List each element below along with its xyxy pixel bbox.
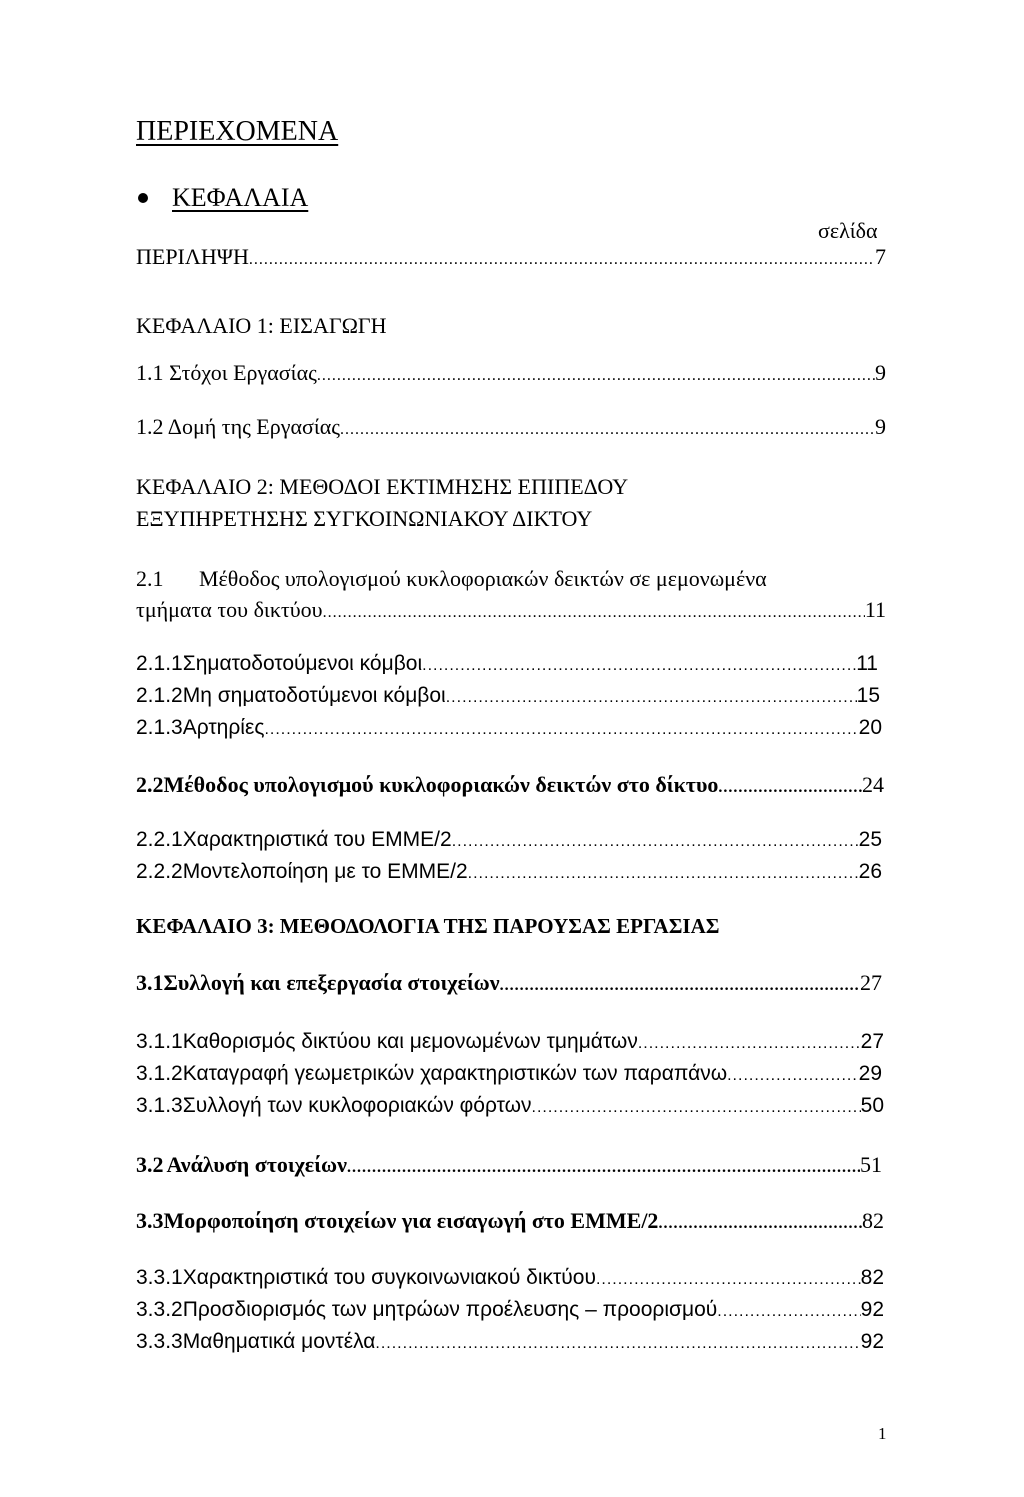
dot-leader <box>375 1335 860 1353</box>
toc-page-number: 92 <box>860 1298 884 1321</box>
toc-entry-number: 2.1.1 <box>136 652 183 675</box>
toc-page-number: 51 <box>860 1152 882 1177</box>
toc-entry-text: Συλλογή και επεξεργασία στοιχείων <box>163 970 500 995</box>
toc-entry-text: Αρτηρίες <box>182 716 265 739</box>
dot-leader <box>264 721 858 739</box>
toc-entry-number: 3.2 <box>136 1152 164 1177</box>
toc-entry-3-2[interactable] <box>136 1152 882 1178</box>
toc-entry-number: 1.2 <box>136 414 164 439</box>
toc-entry-2-1-2[interactable] <box>136 684 880 708</box>
toc-entry-number: 3.3.3 <box>136 1330 183 1353</box>
toc-entry-number: 2.1.2 <box>136 684 183 707</box>
dot-leader <box>468 865 859 883</box>
toc-entry-3-1-2[interactable] <box>136 1062 882 1086</box>
toc-entry-number: 2.1 <box>136 566 164 591</box>
page-column-label: σελίδα <box>818 218 878 243</box>
toc-page-number: 92 <box>860 1330 884 1353</box>
dot-leader <box>727 1067 859 1085</box>
toc-entry-3-3-3[interactable] <box>136 1330 884 1354</box>
toc-entry-text: Χαρακτηριστικά του συγκοινωνιακού δικτύου <box>182 1266 596 1289</box>
dot-leader <box>500 977 860 995</box>
toc-entry-number: 2.2.2 <box>136 860 183 883</box>
chapter-heading-2-line1[interactable]: ΚΕΦΑΛΑΙΟ 2: ΜΕΘΟΔΟΙ ΕΚΤΙΜΗΣΗΣ ΕΠΙΠΕΔΟΥ <box>136 474 629 499</box>
toc-entry-number: 3.1 <box>136 970 164 995</box>
toc-page-number: 11 <box>856 652 878 675</box>
toc-entry-2-2-2[interactable] <box>136 860 882 884</box>
toc-entry-3-1-3[interactable] <box>136 1094 884 1118</box>
toc-entry-text: Ανάλυση στοιχείων <box>166 1152 347 1177</box>
toc-page-number: 27 <box>860 1030 884 1053</box>
chapter-heading-3[interactable]: ΚΕΦΑΛΑΙΟ 3: ΜΕΘΟΔΟΛΟΓΙΑ ΤΗΣ ΠΑΡΟΥΣΑΣ ΕΡΓΑΣΙΑΣ <box>136 914 720 938</box>
toc-entry-2-1-line1[interactable] <box>136 566 767 592</box>
toc-entry-3-3[interactable] <box>136 1208 884 1234</box>
dot-leader <box>718 779 862 797</box>
page-title: ΠΕΡΙΕΧΟΜΕΝΑ <box>136 116 339 147</box>
toc-entry-text: Στόχοι Εργασίας <box>169 360 317 385</box>
toc-entry-3-1[interactable] <box>136 970 882 996</box>
toc-page-number: 20 <box>858 716 882 739</box>
toc-page-number: 82 <box>862 1208 884 1233</box>
toc-entry-text: τμήματα του δικτύου <box>136 597 323 622</box>
toc-entry-1-2[interactable] <box>136 414 886 440</box>
toc-entry-number: 2.2.1 <box>136 828 183 851</box>
dot-leader <box>422 657 856 675</box>
toc-entry-number: 3.1.3 <box>136 1094 183 1117</box>
section-heading: ΚΕΦΑΛΑΙΑ <box>172 183 309 212</box>
dot-leader <box>638 1035 861 1053</box>
toc-entry-number: 2.1.3 <box>136 716 183 739</box>
toc-entry-text: Συλλογή των κυκλοφοριακών φόρτων <box>182 1094 532 1117</box>
toc-entry-summary[interactable] <box>136 244 886 270</box>
toc-entry-text: Μέθοδος υπολογισμού κυκλοφοριακών δεικτών σε μεμονωμένα <box>199 566 767 591</box>
toc-page-number: 15 <box>856 684 880 707</box>
dot-leader <box>323 604 865 622</box>
toc-entry-number: 3.1.2 <box>136 1062 183 1085</box>
chapter-heading-2-line2[interactable]: ΕΞΥΠΗΡΕΤΗΣΗΣ ΣΥΓΚΟΙΝΩΝΙΑΚΟΥ ΔΙΚΤΟΥ <box>136 506 593 531</box>
toc-entry-1-1[interactable] <box>136 360 886 386</box>
toc-page-number: 82 <box>860 1266 884 1289</box>
dot-leader <box>446 689 857 707</box>
toc-entry-text: Σηματοδοτούμενοι κόμβοι <box>182 652 423 675</box>
toc-page-number: 9 <box>875 360 886 385</box>
toc-entry-number: 3.3 <box>136 1208 164 1233</box>
toc-page-number: 24 <box>862 772 884 797</box>
toc-entry-2-2[interactable] <box>136 772 884 798</box>
toc-entry-3-1-1[interactable] <box>136 1030 884 1054</box>
toc-entry-number: 2.2 <box>136 772 164 797</box>
toc-entry-number: 3.3.2 <box>136 1298 183 1321</box>
toc-entry-2-1-line2[interactable] <box>136 597 886 623</box>
dot-leader <box>317 367 875 385</box>
bullet-icon <box>138 193 148 203</box>
toc-page-number: 25 <box>858 828 882 851</box>
toc-entry-number: 3.1.1 <box>136 1030 183 1053</box>
toc-entry-3-3-2[interactable] <box>136 1298 884 1322</box>
toc-entry-text: ΠΕΡΙΛΗΨΗ <box>136 244 249 269</box>
toc-entry-text: Μοντελοποίηση με το EMME/2 <box>182 860 468 883</box>
toc-entry-2-1-3[interactable] <box>136 716 882 740</box>
dot-leader <box>532 1099 861 1117</box>
toc-page-number: 7 <box>875 244 886 269</box>
toc-page-number: 26 <box>858 860 882 883</box>
toc-entry-text: Μορφοποίηση στοιχείων για εισαγωγή στο EMME/2 <box>163 1208 659 1233</box>
dot-leader <box>717 1303 860 1321</box>
toc-entry-number: 3.3.1 <box>136 1266 183 1289</box>
toc-entry-2-2-1[interactable] <box>136 828 882 852</box>
chapter-heading-1[interactable]: ΚΕΦΑΛΑΙΟ 1: ΕΙΣΑΓΩΓΗ <box>136 313 387 338</box>
toc-entry-text: Καθορισμός δικτύου και μεμονωμένων τμημάτων <box>182 1030 638 1053</box>
toc-entry-3-3-1[interactable] <box>136 1266 884 1290</box>
dot-leader <box>249 251 875 269</box>
toc-page-number: 11 <box>864 597 886 622</box>
toc-entry-2-1-1[interactable] <box>136 652 878 676</box>
dot-leader <box>452 833 859 851</box>
toc-entry-text: Χαρακτηριστικά του EMME/2 <box>182 828 452 851</box>
toc-page-number: 9 <box>875 414 886 439</box>
toc-entry-text: Προσδιορισμός των μητρώων προέλευσης – προορισμού <box>182 1298 718 1321</box>
dot-leader <box>347 1159 860 1177</box>
dot-leader <box>340 421 875 439</box>
toc-entry-text: Μαθηματικά μοντέλα <box>182 1330 376 1353</box>
toc-entry-text: Μη σηματοδοτύμενοι κόμβοι <box>182 684 446 707</box>
toc-entry-text: Μέθοδος υπολογισμού κυκλοφοριακών δεικτών στο δίκτυο <box>163 772 719 797</box>
toc-entry-text: Δομή της Εργασίας <box>167 414 340 439</box>
toc-entry-number: 1.1 <box>136 360 164 385</box>
dot-leader <box>596 1271 861 1289</box>
toc-page-number: 50 <box>860 1094 884 1117</box>
toc-entry-text: Καταγραφή γεωμετρικών χαρακτηριστικών των παραπάνω <box>182 1062 728 1085</box>
dot-leader <box>658 1215 862 1233</box>
toc-page-number: 29 <box>858 1062 882 1085</box>
page-number: 1 <box>878 1424 887 1443</box>
toc-page-number: 27 <box>860 970 882 995</box>
